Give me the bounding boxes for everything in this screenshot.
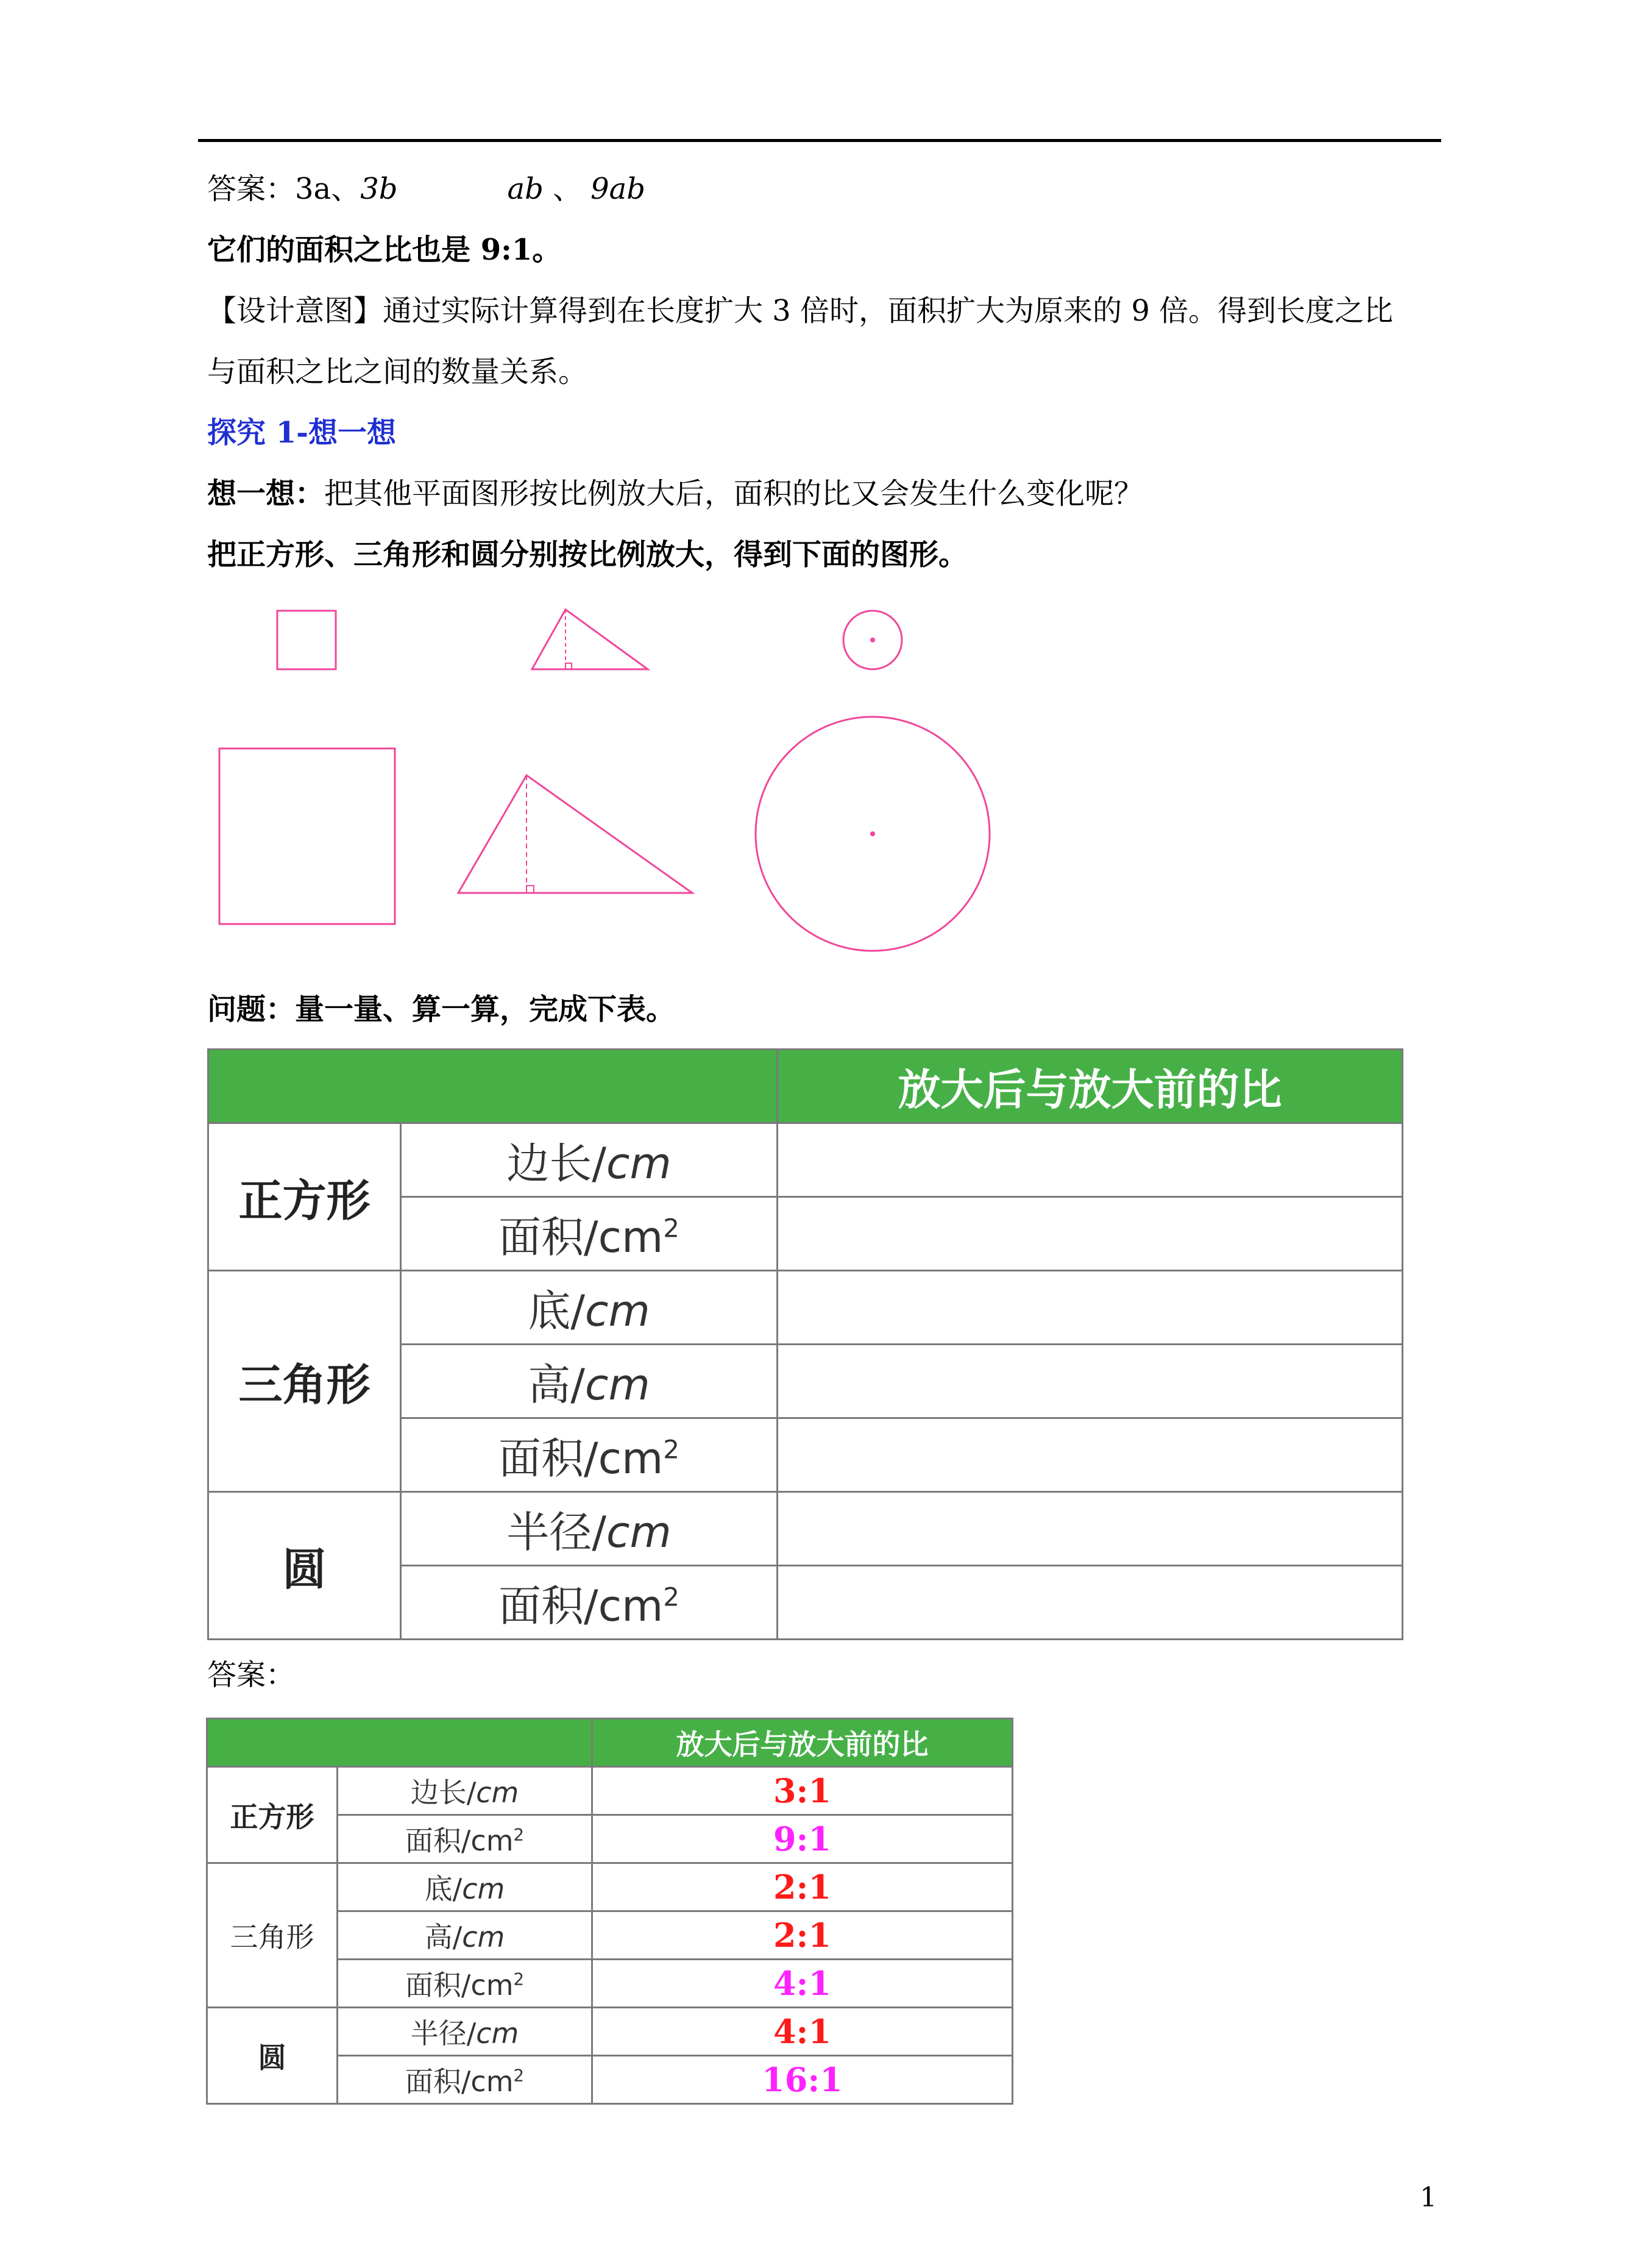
page-number: 1 [1420, 2182, 1437, 2213]
shape-label-square: 正方形 [208, 1123, 401, 1271]
row-label-side: 边长/cm [401, 1123, 778, 1197]
ratio-value: 4:1 [592, 1960, 1013, 2008]
large-circle-center [870, 831, 875, 836]
row-label-area: 面积$/cm^2$ [401, 1566, 778, 1640]
answer-cell[interactable] [778, 1418, 1403, 1492]
ratio-value: 2:1 [592, 1911, 1013, 1960]
row-label-radius: 半径/cm [338, 2008, 592, 2056]
design-intent-line-1: 【设计意图】通过实际计算得到在长度扩大 3 倍时，面积扩大为原来的 9 倍。得到长度之比 [207, 294, 1394, 328]
answer-cell[interactable] [778, 1123, 1403, 1197]
row-label-area: 面积$/cm^2$ [338, 1960, 592, 2008]
ratio-value: 9:1 [592, 1815, 1013, 1863]
large-triangle [458, 775, 692, 893]
table-header-row [208, 1050, 1403, 1123]
row-label-area: 面积$/cm^2$ [401, 1418, 778, 1492]
shape-label-circle: 圆 [208, 1492, 401, 1640]
answer-ratio-table [206, 1718, 1013, 2105]
table-row [207, 1863, 1013, 1911]
table-row [208, 1492, 1403, 1566]
table-row [207, 2008, 1013, 2056]
header-ratio-cell: 放大后与放大前的比 [592, 1719, 1013, 1767]
answer-cell[interactable] [778, 1566, 1403, 1640]
ratio-line: 它们的面积之比也是 9:1。 [207, 233, 562, 267]
ratio-value: 4:1 [592, 2008, 1013, 2056]
row-label-height: 高/cm [338, 1911, 592, 1960]
row-label-area: 面积$/cm^2$ [338, 2056, 592, 2104]
header-blank-cell [207, 1719, 592, 1767]
think-line: 想一想：把其他平面图形按比例放大后，面积的比又会发生什么变化呢？ [207, 477, 1144, 511]
question-line: 问题：量一量、算一算，完成下表。 [207, 992, 676, 1026]
table-row [207, 1767, 1013, 1815]
row-label-area: 面积$/cm^2$ [401, 1197, 778, 1271]
small-circle [843, 611, 902, 669]
section-title: 探究 1-想一想 [207, 416, 397, 450]
shape-label-square: 正方形 [207, 1767, 338, 1863]
table-row [208, 1271, 1403, 1345]
row-label-side: 边长/cm [338, 1767, 592, 1815]
large-circle [756, 717, 990, 951]
large-square [219, 748, 395, 924]
row-label-height: 高/cm [401, 1345, 778, 1418]
table-header-row [207, 1719, 1013, 1767]
instruction-line: 把正方形、三角形和圆分别按比例放大，得到下面的图形。 [207, 538, 968, 572]
blank-ratio-table [207, 1048, 1403, 1640]
shape-label-triangle: 三角形 [208, 1271, 401, 1492]
design-intent-line-2: 与面积之比之间的数量关系。 [207, 355, 588, 389]
header-blank-cell [208, 1050, 778, 1123]
row-label-radius: 半径/cm [401, 1492, 778, 1566]
shape-label-circle: 圆 [207, 2008, 338, 2104]
row-label-base: 底/cm [338, 1863, 592, 1911]
table-row [208, 1123, 1403, 1197]
answer-cell[interactable] [778, 1345, 1403, 1418]
answer-cell[interactable] [778, 1271, 1403, 1345]
answer-label-2: 答案： [207, 1658, 296, 1692]
shape-label-triangle: 三角形 [207, 1863, 338, 2008]
ratio-value: 16:1 [592, 2056, 1013, 2104]
top-rule [198, 139, 1441, 142]
small-circle-center [870, 638, 875, 642]
ratio-value: 2:1 [592, 1863, 1013, 1911]
answer-line-1: 答案：3a、3b ab 、 9ab [207, 172, 645, 206]
row-label-base: 底/cm [401, 1271, 778, 1345]
header-ratio-cell: 放大后与放大前的比 [778, 1050, 1403, 1123]
answer-cell[interactable] [778, 1492, 1403, 1566]
small-triangle [532, 610, 648, 669]
answer-cell[interactable] [778, 1197, 1403, 1271]
small-square [277, 611, 336, 669]
ratio-value: 3:1 [592, 1767, 1013, 1815]
row-label-area: 面积$/cm^2$ [338, 1815, 592, 1863]
